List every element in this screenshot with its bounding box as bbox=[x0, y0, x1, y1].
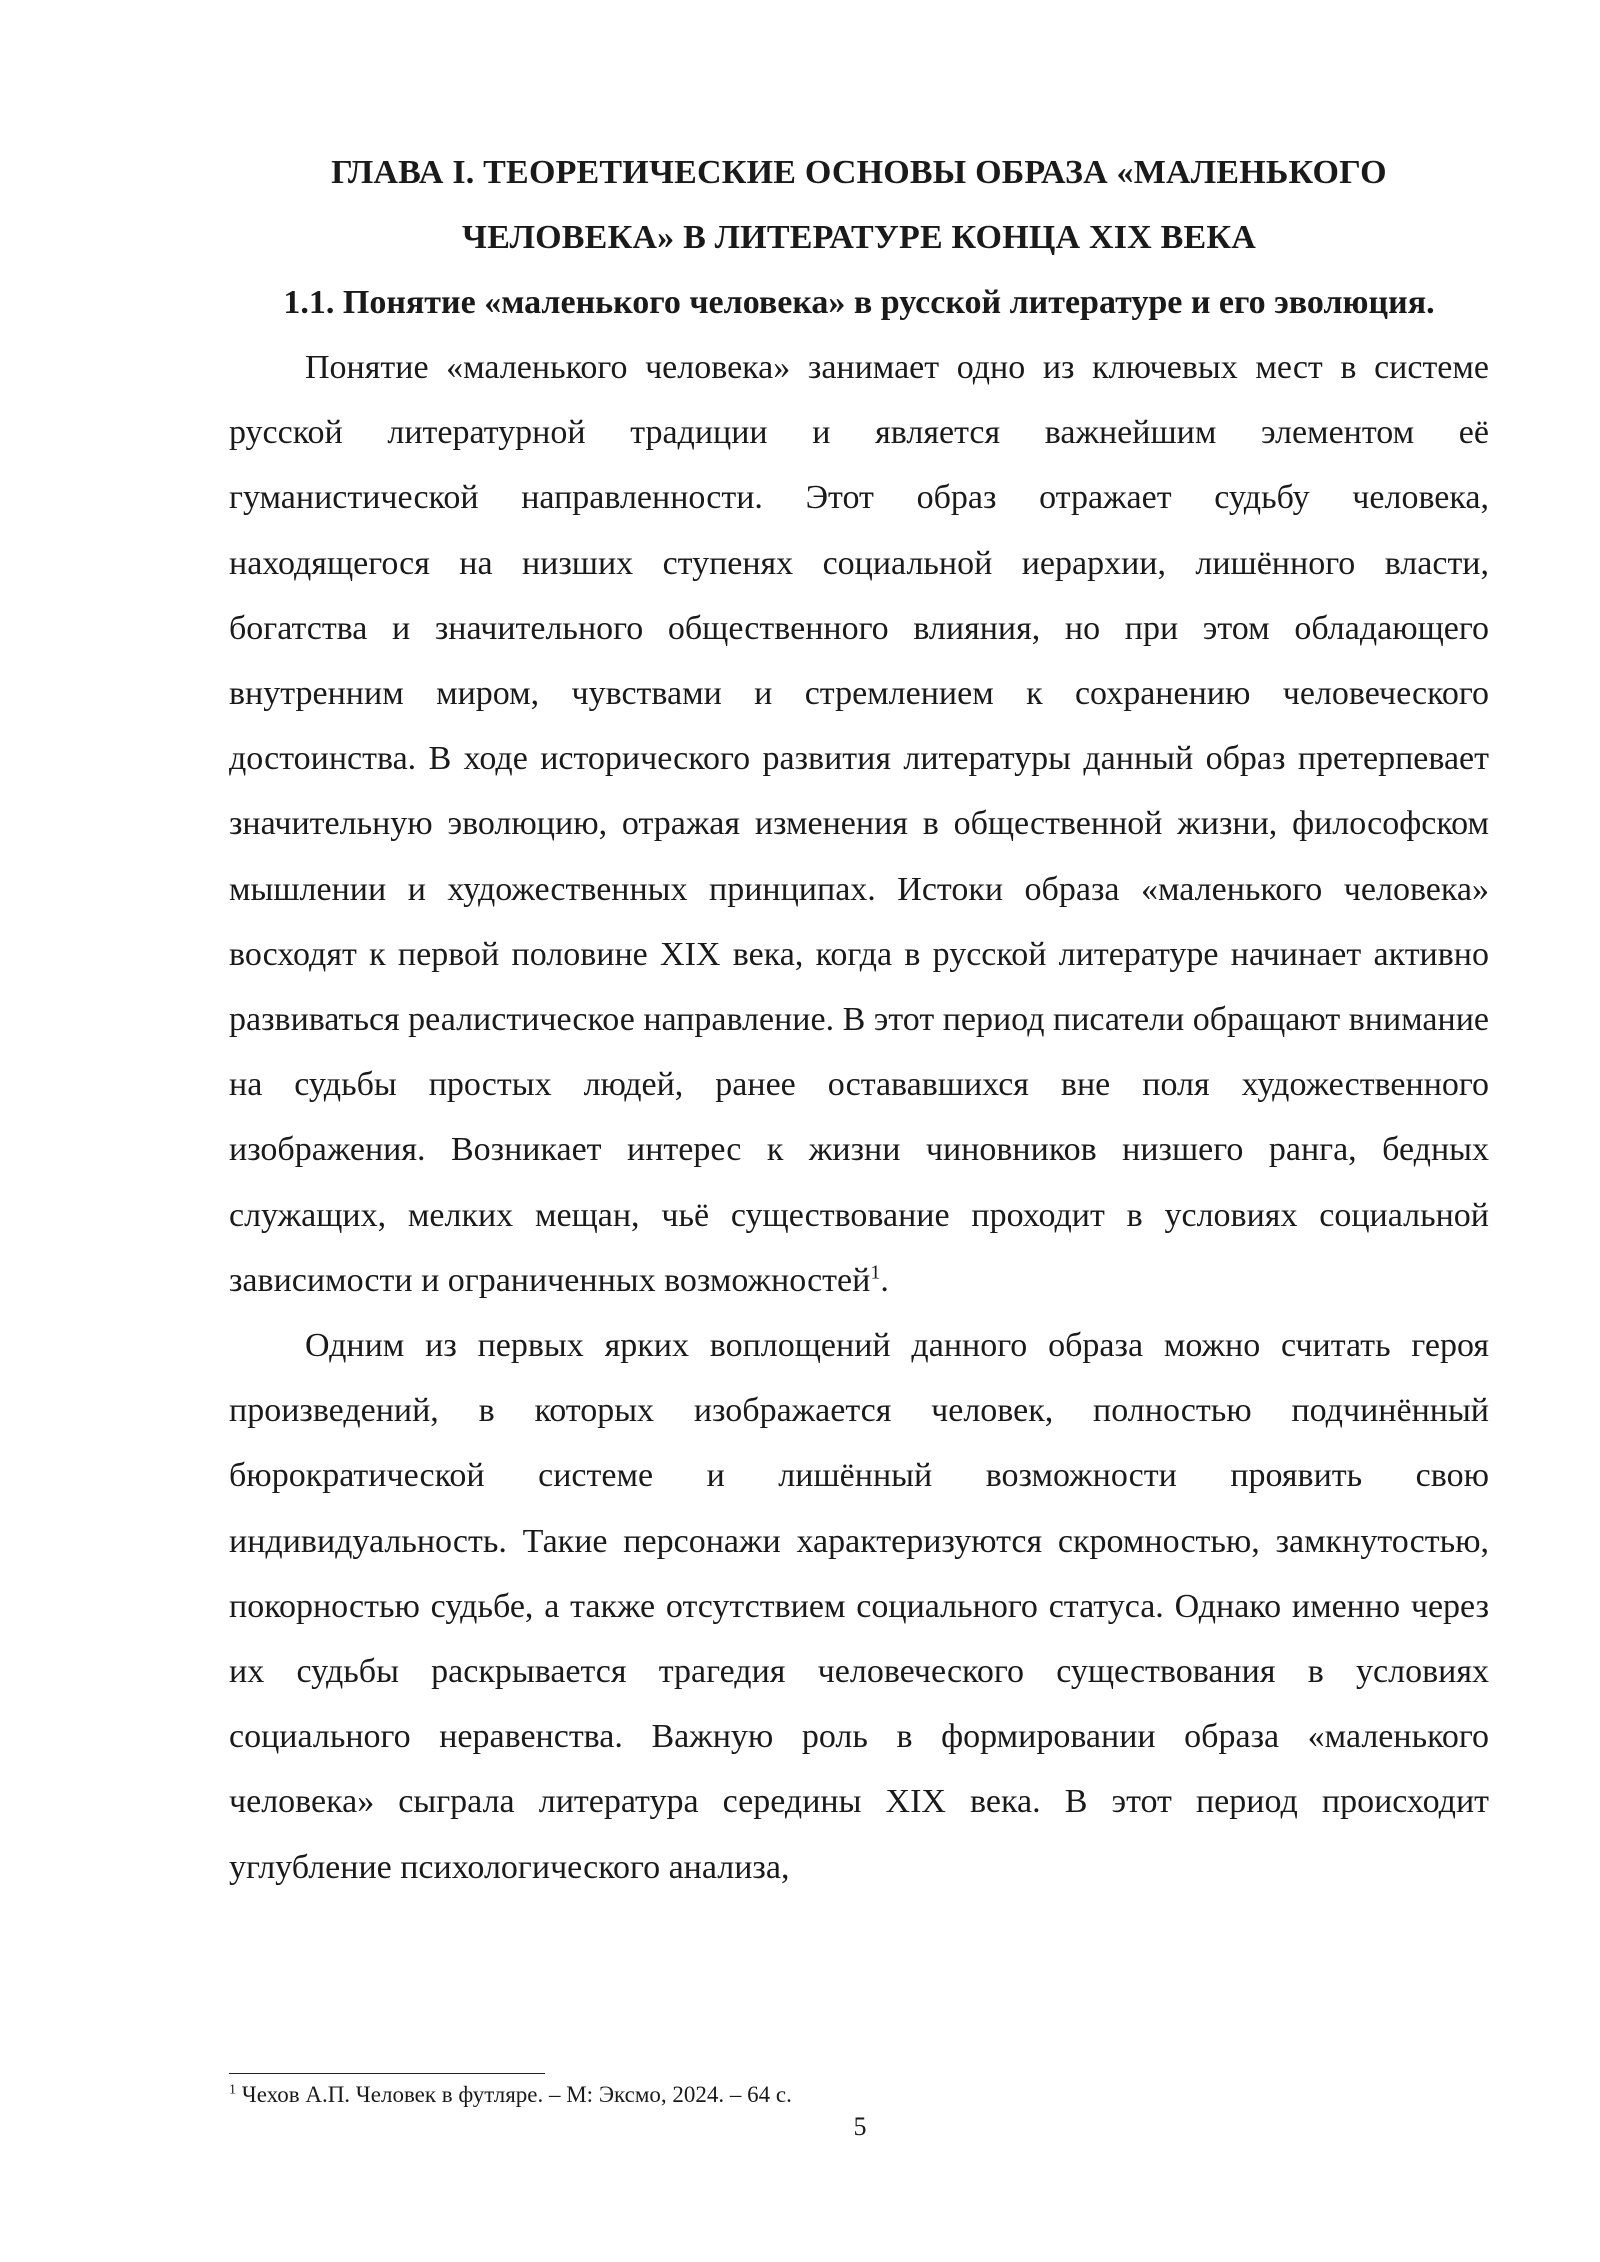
section-title: 1.1. Понятие «маленького человека» в русской литературе и его эволюция. bbox=[283, 284, 1435, 321]
paragraph-1-text: Понятие «маленького человека» занимает одно из ключевых мест в системе русской литературной традиции и является важнейшим элементом её гуманистической направленности. Этот образ отражает судьбу человека, находящегося на низших ступенях социальной иерархии, лишённого власти, богатства и значительного общественного влияния, но при этом обладающего внутренним миром, чувствами и стремлением к сохранению человеческого достоинства. В ходе исторического развития литературы данный образ претерпевает значительную эволюцию, отражая изменения в общественной жизни, философском мышлении и художественных принципах. Истоки образа «маленького человека» восходят к первой половине XIX века, когда в русской литературе начинает активно развиваться реалистическое направление. В этот период писатели обращают внимание на судьбы простых людей, ранее остававшихся вне поля художественного изображения. Возникает интерес к жизни чиновников низшего ранга, бедных служащих, мелких мещан, чьё существование проходит в условиях социальной зависимости и ограниченных возможностей bbox=[229, 349, 1489, 1299]
paragraph-1-end: . bbox=[880, 1261, 889, 1299]
paragraph-2-text: Одним из первых ярких воплощений данного образа можно считать героя произведений, в которых изображается человек, полностью подчинённый бюрократической системе и лишённый возможности проявить свою индивидуальность. Такие персонажи характеризуются скромностью, замкнутостью, покорностью судьбе, а также отсутствием социального статуса. Однако именно через их судьбы раскрывается трагедия человеческого существования в условиях социального неравенства. Важную роль в формировании образа «маленького человека» сыграла литература середины XIX века. В этот период происходит углубление психологического анализа, bbox=[229, 1327, 1489, 1886]
chapter-title-line-1: ГЛАВА I. ТЕОРЕТИЧЕСКИЕ ОСНОВЫ ОБРАЗА «МАЛЕНЬКОГО bbox=[331, 154, 1387, 191]
chapter-title-line-2: ЧЕЛОВЕКА» В ЛИТЕРАТУРЕ КОНЦА XIX ВЕКА bbox=[462, 219, 1256, 256]
footnote bbox=[229, 2080, 1489, 2110]
footnote-reference[interactable]: 1 bbox=[870, 1261, 881, 1284]
paragraph-1 bbox=[229, 335, 1489, 1313]
footnote-text: Чехов А.П. Человек в футляре. – М: Эксмо, 2024. – 64 с. bbox=[236, 2082, 792, 2107]
paragraph-2 bbox=[229, 1313, 1489, 1900]
footnote-separator bbox=[229, 2073, 545, 2074]
footnote-number: 1 bbox=[229, 2082, 236, 2098]
chapter-title bbox=[229, 140, 1489, 270]
page-number: 5 bbox=[853, 2112, 867, 2141]
page-content bbox=[229, 140, 1489, 1900]
